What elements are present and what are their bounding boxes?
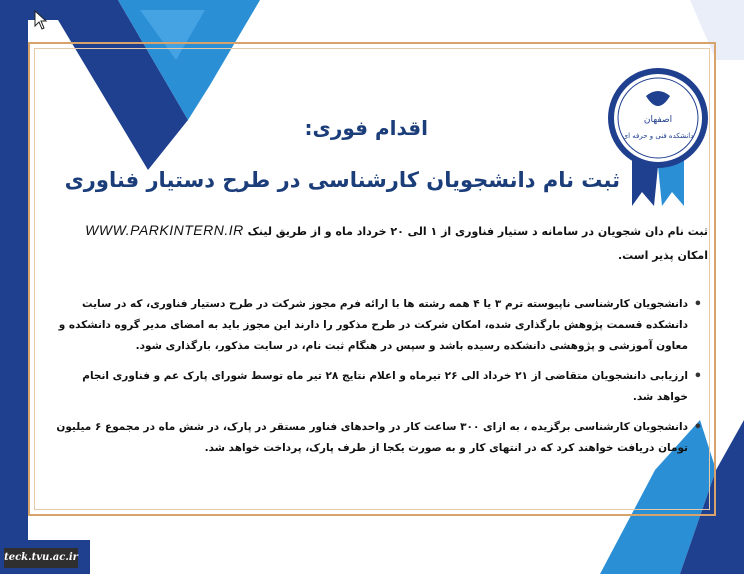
mouse-pointer-icon [34, 10, 48, 30]
bullet-payment: • دانشجویان کارشناسی برگزیده ، به ازای ۳۰۰ ساعت کار در واحدهای فناور مستقر در پارک، در شش ماه در مجموع ۶ میلیون تومان دریافت خواهند کرد که در انتهای کار و به صورت یکجا از طرف پارک، پرداخت خواهد شد. [48, 417, 688, 459]
registration-link[interactable]: WWW.PARKINTERN.IR [85, 222, 244, 238]
site-watermark: teck.tvu.ac.ir [4, 548, 78, 568]
heading-urgent: اقدام فوری: [304, 116, 428, 140]
bullet-evaluation: • ارزیابی دانشجویان متقاضی از ۲۱ خرداد الی ۲۶ تیرماه و اعلام نتایج ۲۸ تیر ماه توسط شورای پارک عم و فناوری انجام خواهد شد. [48, 366, 688, 408]
seal-sublabel: اصفهان [643, 115, 673, 125]
intro-text-end: امکان پذیر است. [617, 249, 708, 262]
intro-text-start: ثبت نام دا‌ن شجویان در سامانه د ستیار فناوری از ۱ الی ۲۰ خرداد ماه و از طریق لینک [243, 225, 708, 238]
left-edge-band [0, 0, 28, 574]
seal-label: دانشکده فنی و حرفه ای [622, 132, 694, 140]
intro-paragraph [52, 218, 708, 268]
bullet-eligibility: • دانشجویان کارشناسی ناپیوسته ترم ۳ یا ۴ همه رشته ها با ارائه فرم مجوز شرکت در طرح دستیار فناوری، که در سایت دانشکده قسمت پژوهش بارگذاری شده، امکان شرکت در طرح مذکور را دارند این مجوز باید به امضای مدیر گروه دانشکده و معاون آموزشی و پژوهشی دانشکده رسیده باشد و سپس در هنگام ثبت نام، در سایت مذکور، بارگذاری شود. [48, 294, 688, 357]
heading-title: ثبت نام دانشجویان کارشناسی در طرح دستیار فناوری [64, 168, 620, 192]
bullet-list [48, 294, 704, 468]
